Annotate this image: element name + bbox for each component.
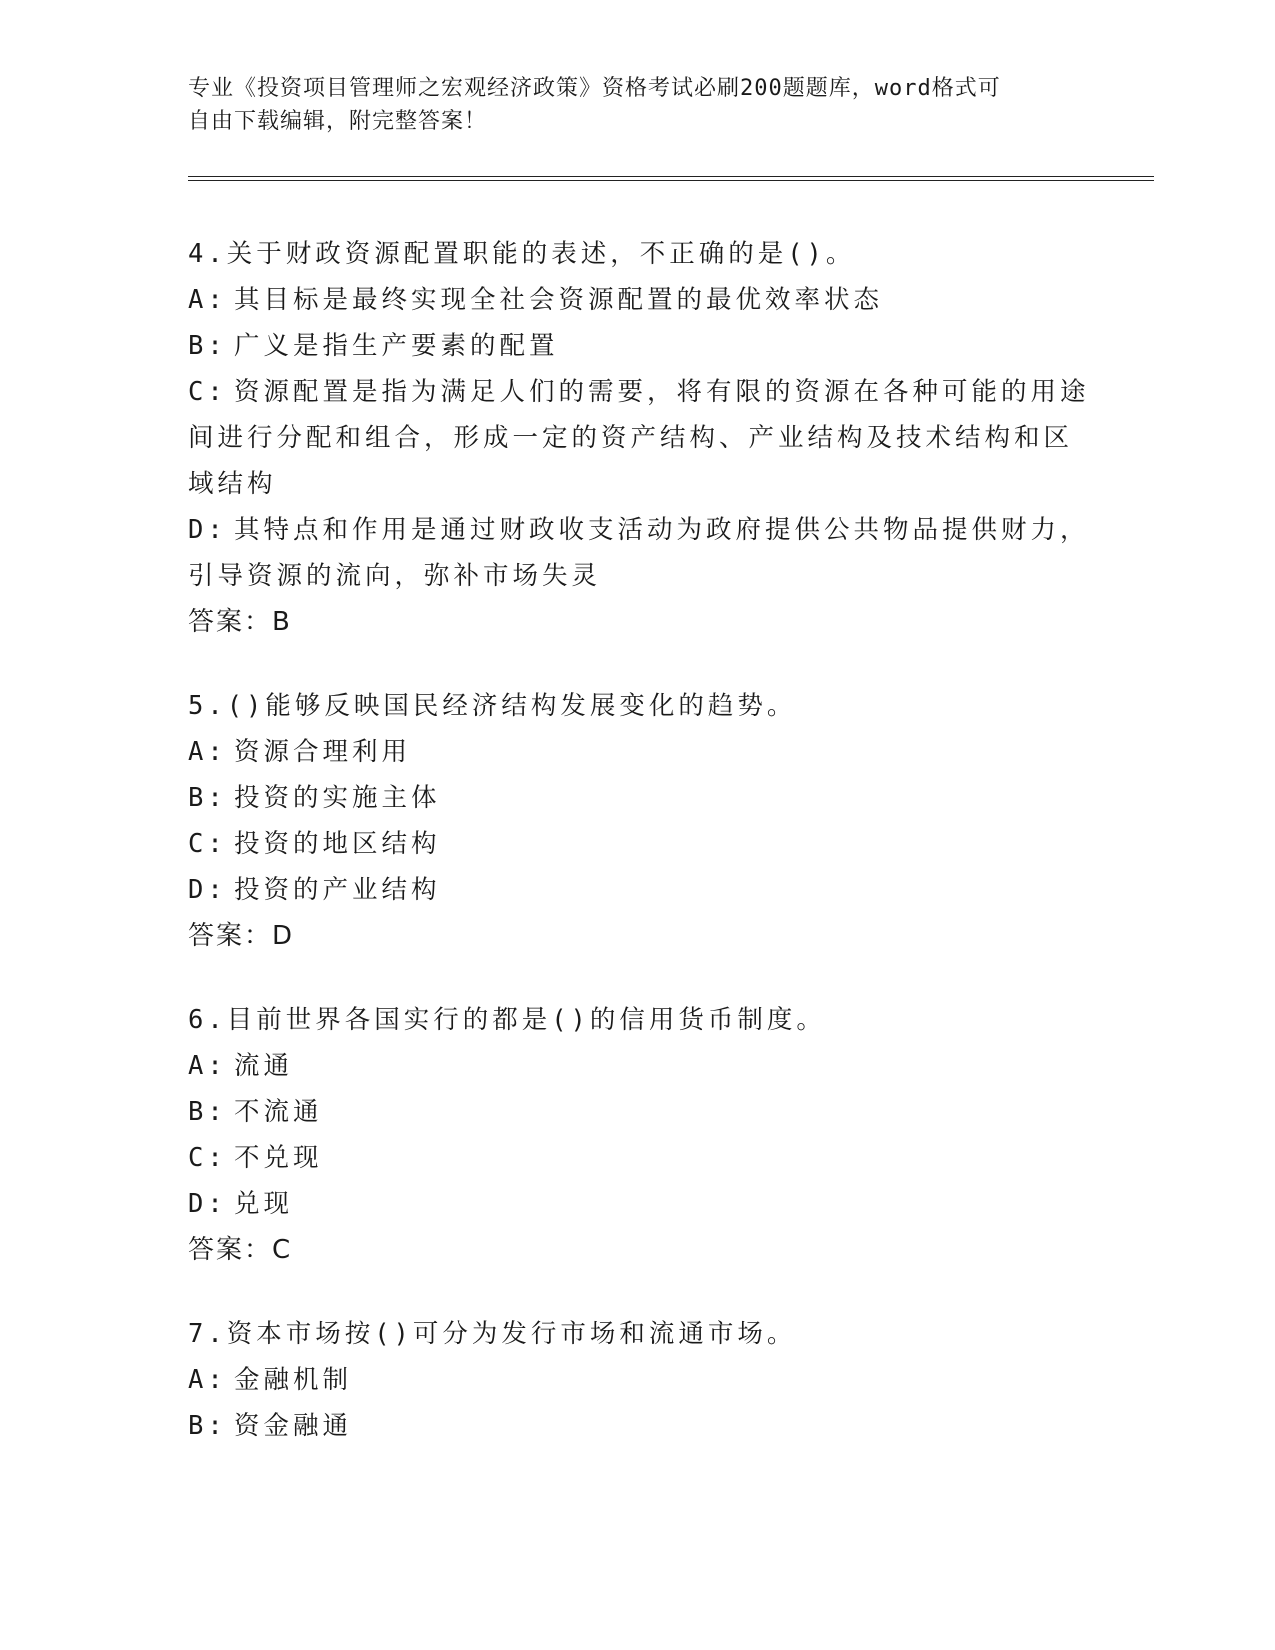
answer-option	[188, 821, 1088, 867]
answer-option	[188, 729, 1088, 775]
option-text	[234, 1135, 1088, 1181]
question-block	[188, 231, 1088, 645]
option-text-line: 引导资源的流向，弥补市场失灵	[188, 561, 602, 591]
option-text	[234, 1181, 1088, 1227]
option-text-line: 投资的地区结构	[234, 829, 441, 859]
option-text-line: 域结构	[188, 469, 277, 499]
question-stem: 5.()能够反映国民经济结构发展变化的趋势。	[188, 691, 797, 721]
option-letter: D:	[188, 1189, 227, 1219]
option-text-line: 资金融通	[234, 1411, 353, 1441]
document-header	[188, 72, 1068, 138]
option-text	[234, 775, 1088, 821]
answer-option	[188, 1089, 1088, 1135]
option-text-line: 投资的产业结构	[234, 875, 441, 905]
header-line: 专业《投资项目管理师之宏观经济政策》资格考试必刷200题题库，word格式可	[188, 76, 1001, 101]
option-text-line: 广义是指生产要素的配置	[234, 331, 559, 361]
option-letter: D:	[188, 515, 227, 545]
option-text	[234, 1089, 1088, 1135]
question-block	[188, 1311, 1088, 1449]
option-text	[234, 867, 1088, 913]
header-divider	[188, 176, 1154, 181]
option-letter: C:	[188, 1143, 227, 1173]
answer-option	[188, 867, 1088, 913]
answer-option	[188, 277, 1088, 323]
option-letter: B:	[188, 1411, 227, 1441]
header-line: 自由下载编辑，附完整答案！	[188, 109, 488, 134]
question-block	[188, 683, 1088, 959]
answer-option	[188, 1043, 1088, 1089]
answer-key: 答案：D	[188, 921, 295, 951]
option-text	[234, 1357, 1088, 1403]
option-text	[234, 729, 1088, 775]
answer-option	[188, 1357, 1088, 1403]
option-text	[188, 369, 1090, 507]
option-text-line: 其特点和作用是通过财政收支活动为政府提供公共物品提供财力，	[234, 515, 1090, 545]
option-text	[234, 821, 1088, 867]
question-stem: 6.目前世界各国实行的都是()的信用货币制度。	[188, 1005, 826, 1035]
question-stem: 7.资本市场按()可分为发行市场和流通市场。	[188, 1319, 797, 1349]
option-text-line: 投资的实施主体	[234, 783, 441, 813]
answer-option	[188, 1403, 1088, 1449]
answer-key: 答案：C	[188, 1235, 293, 1265]
option-letter: A:	[188, 1051, 227, 1081]
answer-option	[188, 1181, 1088, 1227]
option-text-line: 流通	[234, 1051, 294, 1081]
question-block	[188, 997, 1088, 1273]
option-text	[188, 507, 1090, 599]
option-letter: B:	[188, 1097, 227, 1127]
option-letter: D:	[188, 875, 227, 905]
option-letter: C:	[188, 377, 227, 407]
option-text	[234, 1043, 1088, 1089]
option-text-line: 不流通	[234, 1097, 323, 1127]
option-letter: A:	[188, 285, 227, 315]
option-text-line: 资源合理利用	[234, 737, 412, 767]
answer-option	[188, 1135, 1088, 1181]
question-list	[188, 231, 1088, 1487]
option-text	[234, 1403, 1088, 1449]
option-text-line: 金融机制	[234, 1365, 353, 1395]
option-text-line: 资源配置是指为满足人们的需要，将有限的资源在各种可能的用途	[234, 377, 1090, 407]
answer-option	[188, 323, 1088, 369]
answer-option	[188, 775, 1088, 821]
option-text-line: 兑现	[234, 1189, 294, 1219]
option-letter: A:	[188, 1365, 227, 1395]
option-text-line: 不兑现	[234, 1143, 323, 1173]
option-text-line: 间进行分配和组合，形成一定的资产结构、产业结构及技术结构和区	[188, 423, 1074, 453]
option-letter: C:	[188, 829, 227, 859]
option-letter: B:	[188, 331, 227, 361]
answer-option	[188, 369, 1088, 507]
answer-option	[188, 507, 1088, 599]
option-text-line: 其目标是最终实现全社会资源配置的最优效率状态	[234, 285, 884, 315]
option-letter: A:	[188, 737, 227, 767]
option-text	[234, 323, 1088, 369]
option-text	[234, 277, 1088, 323]
option-letter: B:	[188, 783, 227, 813]
answer-key: 答案：B	[188, 607, 292, 637]
question-stem: 4.关于财政资源配置职能的表述，不正确的是()。	[188, 239, 856, 269]
